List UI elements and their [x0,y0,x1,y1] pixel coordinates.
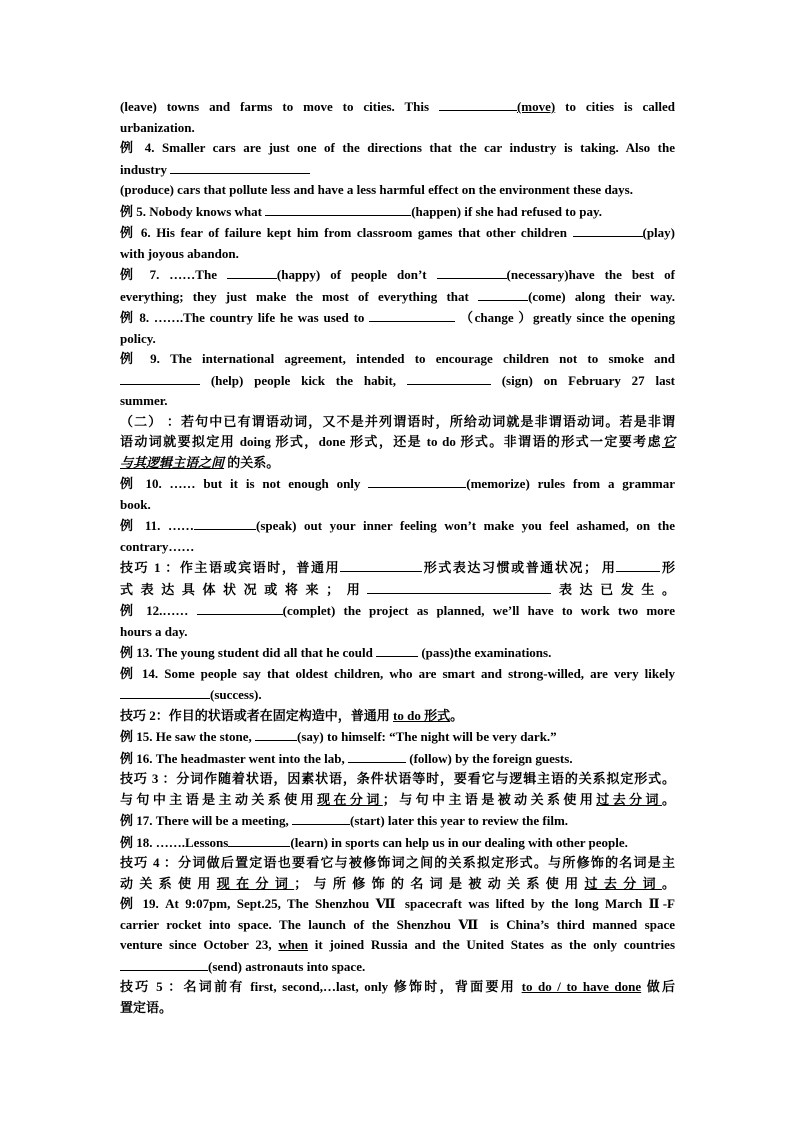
text-line [120,998,675,1019]
text-line [120,349,675,370]
text-line [120,96,675,118]
text-run: 例 8. …….The country life he was used to [120,310,370,325]
underlined-text: 过去分词 [584,875,662,891]
text-run: （change ）greatly since the opening [455,310,676,325]
text-line [120,935,675,956]
text-line [120,391,675,412]
text-line [120,810,675,832]
text-run: to cities is called [555,99,675,114]
underlined-text: 现在分词 [317,791,383,807]
text-run: (happy) of people don’t [276,267,437,282]
text-run: 例 14. Some people say that oldest children, who are smart and strong-willed, are very likely [120,665,675,681]
text-run: (happen) if she had refused to pay. [411,203,603,219]
text-run: 表达已发生。 [551,581,675,597]
text-run: (start) later this year to review the film. [350,813,569,828]
answer-blank[interactable] [367,579,551,594]
answer-blank[interactable] [348,748,406,763]
underlined-text: when [278,937,309,952]
text-line [120,244,675,265]
text-run: (success). [210,687,262,702]
text-run: ；与句中主语是被动关系使用 [382,791,597,807]
text-run: hours a day. [120,623,188,639]
text-line [120,706,675,727]
text-line [120,180,675,201]
text-line [120,537,675,558]
answer-blank[interactable] [120,684,210,699]
text-line [120,453,675,474]
text-line [120,769,675,790]
answer-blank[interactable] [265,201,411,216]
answer-blank[interactable] [120,370,200,385]
text-run: summer. [120,393,168,408]
text-line [120,201,675,223]
text-run: 例 11. …… [120,518,194,533]
answer-blank[interactable] [340,557,422,572]
answer-blank[interactable] [573,222,643,237]
text-run: 技巧 5 ：名词前有 first, second,…last, only 修饰时，背面要用 [120,979,522,994]
text-line [120,118,675,139]
text-run: 技巧 4 ：分词做后置定语也要看它与被修饰词之间的关系拟定形式。与所修饰的名词是主 [120,855,675,870]
text-line [120,412,675,433]
text-run: venture since October 23, [120,937,279,952]
text-run: policy. [120,330,156,346]
text-run: book. [120,496,151,512]
text-run: (necessary)have the best of [506,267,675,282]
text-run: 例 12.…… [120,603,197,618]
text-run: (learn) in sports can help us in our dealing with other people. [290,834,628,850]
text-line [120,370,675,392]
text-run: 例 16. The headmaster went into the lab, [120,750,348,766]
text-run: (sign) on February 27 last [490,372,676,388]
underlined-text: (move) [516,99,556,114]
text-run: 做后 [641,979,675,994]
text-run: 语动词就要拟定用 doing 形式，done 形式，还是 to do 形式。非谓语的形式一定要考虑 [120,434,662,449]
text-line [120,726,675,748]
text-run: 技巧 1 ：作主语或宾语时，普通用 [120,560,341,575]
underlined-text: 现在分词 [216,875,295,891]
text-run: carrier rocket into space. The launch of the Shenzhou Ⅶ is China’s third manned space [120,916,675,932]
text-line [120,557,675,579]
emphasis-text: 它 [661,434,675,449]
answer-blank[interactable] [255,726,297,741]
answer-blank[interactable] [407,370,491,385]
text-run: urbanization. [120,119,195,135]
text-line [120,790,675,811]
answer-blank[interactable] [376,642,418,657]
answer-blank[interactable] [170,159,310,174]
text-run: 例 15. He saw the stone, [120,729,256,744]
text-run: (complet) the project as planned, we’ll have to work two more [282,603,675,618]
text-run: 例 7. ……The [120,267,227,282]
text-run: 置定语。 [120,999,173,1015]
text-run: (memorize) rules from a grammar [466,476,676,491]
text-line [120,853,675,874]
underlined-text: 过去分词 [596,791,662,807]
text-run: 形 [660,560,675,575]
text-line [120,495,675,516]
answer-blank[interactable] [478,286,528,301]
text-line [120,307,675,329]
text-run: (produce) cars that pollute less and have a less harmful effect on the environment these days. [120,182,633,197]
text-run: 技巧 3 ：分词作随着状语，因素状语，条件状语等时，要看它与逻辑主语的关系拟定形式。 [120,771,675,786]
text-run: 例 13. The young student did all that he could [120,645,377,660]
text-run: everything; they just make the most of everything that [120,288,479,304]
text-line [120,748,675,770]
text-run: 例 6. His fear of failure kept him from classroom games that other children [120,225,573,240]
text-run: (send) astronauts into space. [208,958,366,974]
text-run: (follow) by the foreign guests. [405,750,573,766]
text-line [120,159,675,181]
text-run: 例 18. …….Lessons [120,834,229,850]
text-run: (say) to himself: “The night will be very dark.” [297,729,557,744]
text-run: (pass)the examinations. [418,645,552,660]
text-line [120,600,675,622]
text-line [120,956,675,978]
answer-blank[interactable] [194,515,256,530]
text-line [120,264,675,286]
answer-blank[interactable] [439,96,517,111]
text-line [120,832,675,854]
text-run: it joined Russia and the United States as the only countries [308,937,675,952]
text-run: contrary…… [120,538,195,554]
text-run: 。 [661,791,675,807]
text-line [120,915,675,936]
text-run: 形式表达习惯或普通状况； 用 [422,560,617,575]
text-line [120,286,675,308]
text-run: （二） ：若句中已有谓语动词，又不是并列谓语时，所给动词就是非谓语动词。若是非谓 [120,413,675,429]
text-run: with joyous abandon. [120,245,239,261]
text-line [120,579,675,601]
text-run: (play) [642,225,675,240]
text-run: 例 4. Smaller cars are just one of the directions that the car industry is taking. Also the [120,140,675,155]
answer-blank[interactable] [228,832,290,847]
text-run: (speak) out your inner feeling won’t make you feel ashamed, on the [256,518,675,533]
text-line [120,684,675,706]
text-line [120,138,675,159]
answer-blank[interactable] [292,810,350,825]
text-run: 式表达具体状况或将来；用 [120,581,368,597]
text-run: (help) people kick the habit, [200,372,407,388]
answer-blank[interactable] [368,473,466,488]
text-run: industry [120,161,171,177]
answer-blank[interactable] [369,307,455,322]
text-line [120,874,675,895]
text-run: 例 19. At 9:07pm, Sept.25, The Shenzhou Ⅶ spacecraft was lifted by the long March Ⅱ-F [120,896,675,911]
text-line [120,977,675,998]
emphasis-text: 与其逻辑主语之间 [120,454,225,470]
text-line [120,664,675,685]
answer-blank[interactable] [197,600,283,615]
answer-blank[interactable] [616,557,660,572]
text-line [120,473,675,495]
text-run: 。 [450,707,464,723]
text-run: 例 9. The international agreement, intended to encourage children not to smoke and [120,351,675,366]
text-run: 。 [661,875,675,891]
text-run: (come) along their way. [528,288,675,304]
text-run: 例 10. …… but it is not enough only [120,476,369,491]
text-run: ；与所修饰的名词是被动关系使用 [294,875,585,891]
text-run: 与句中主语是主动关系使用 [120,791,318,807]
answer-blank[interactable] [120,956,208,971]
text-line [120,432,675,453]
answer-blank[interactable] [437,264,507,279]
text-line [120,622,675,643]
text-line [120,222,675,244]
text-run: 动关系使用 [120,875,217,891]
document-page [120,96,675,1018]
text-line [120,329,675,350]
text-run: 技巧 2：作目的状语或者在固定构造中，普通用 [120,707,394,723]
text-run: 例 17. There will be a meeting, [120,813,292,828]
text-line [120,515,675,537]
text-run: 例 5. Nobody knows what [120,203,266,219]
text-line [120,894,675,915]
text-run: (leave) towns and farms to move to cities. This [120,99,439,114]
text-run: 的关系。 [224,454,280,470]
answer-blank[interactable] [227,264,277,279]
text-line [120,642,675,664]
underlined-text: to do / to have done [521,979,642,994]
underlined-text: to do 形式 [393,707,451,723]
